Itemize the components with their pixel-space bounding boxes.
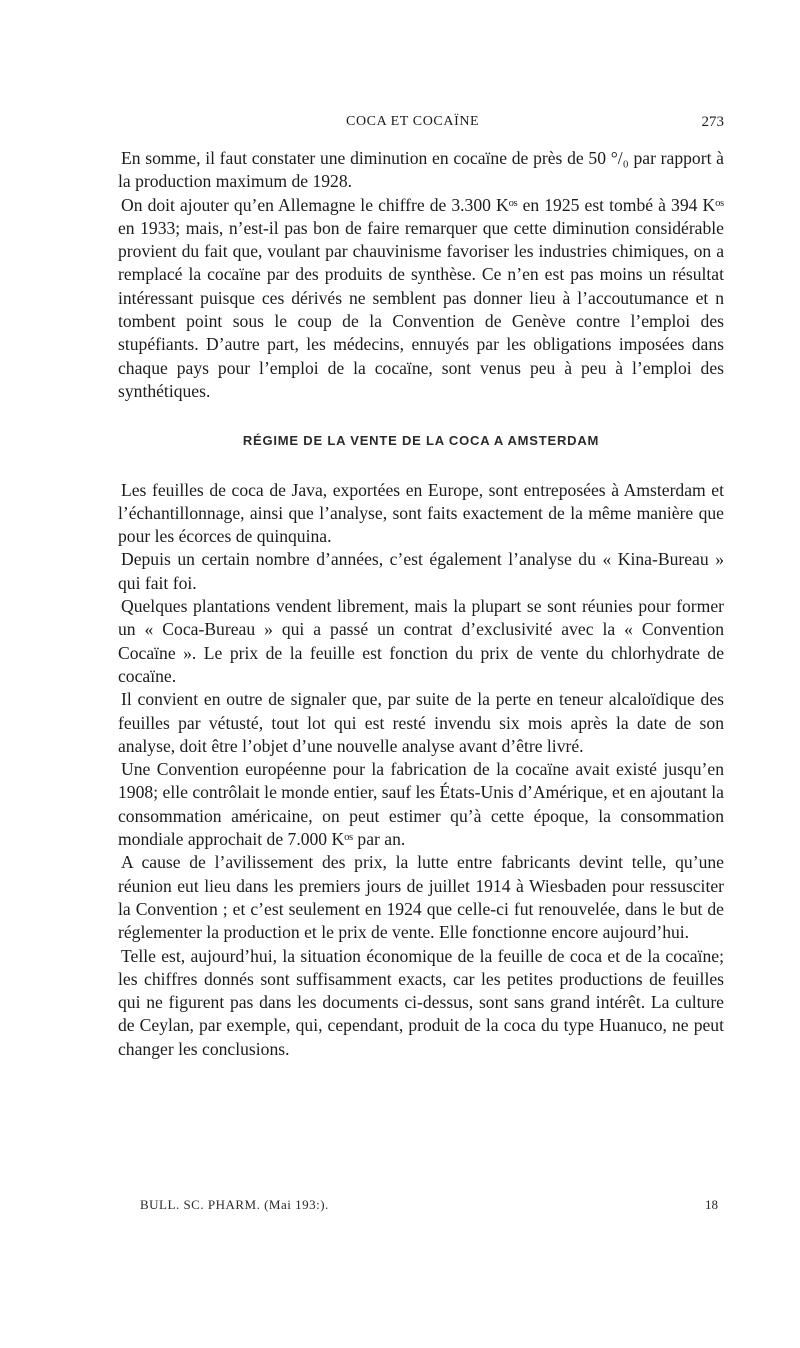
paragraph: Depuis un certain nombre d’années, c’est également l’analyse du « Kina-Bureau » qui fait foi. bbox=[118, 549, 724, 593]
sheet-number: 18 bbox=[705, 1197, 718, 1212]
running-title: COCA ET COCAÏNE bbox=[346, 114, 480, 129]
paragraph: On doit ajouter qu’en Allemagne le chiffre de 3.300 Kᵒˢ en 1925 est tombé à 394 Kᵒˢ en 1933; mais, n’est-il pas bon de faire remarquer que cette diminution considérable provient du fait que, voulant par chauvinisme favoriser les industries chimiques, on a remplacé la cocaïne par des produits de synthèse. Ce n’en est pas moins un résultat intéressant puisque ces dérivés ne semblent pas donner lieu à l’accoutumance et n tombent point sous le coup de la Convention de Genève contre l’emploi des stupéfiants. D’autre part, les médecins, ennuyés par les obligations imposées dans chaque pays pour l’emploi de la cocaïne, sont venus peu à peu à l’emploi des synthétiques. bbox=[118, 194, 724, 401]
paragraph: Telle est, aujourd’hui, la situation économique de la feuille de coca et de la cocaïne; les chiffres donnés sont suffisamment exacts, car les petites productions de feuilles qui ne figurent pas dans les documents ci-dessus, sont sans grand intérêt. La culture de Ceylan, par exemple, qui, cependant, produit de la coca du type Huanuco, ne peut changer les conclusions. bbox=[118, 945, 724, 1059]
section-heading: RÉGIME DE LA VENTE DE LA COCA A AMSTERDAM bbox=[242, 433, 600, 449]
page-number: 273 bbox=[701, 114, 724, 130]
paragraph: A cause de l’avilissement des prix, la lutte entre fabricants devint telle, qu’une réunion eut lieu dans les premiers jours de juillet 1914 à Wiesbaden pour ressusciter la Convention ; et c’est seulement en 1924 que celle-ci fut renouvelée, dans le but de réglementer la production et le prix de vente. Elle fonctionne encore aujourd’hui. bbox=[118, 852, 724, 943]
page-footer bbox=[140, 1197, 724, 1217]
paragraph: En somme, il faut constater une diminution en cocaïne de près de 50 °/₀ par rapport à la production maximum de 1928. bbox=[118, 148, 724, 192]
journal-reference: BULL. SC. PHARM. (Mai 193:). bbox=[140, 1197, 329, 1212]
paragraph: Les feuilles de coca de Java, exportées en Europe, sont entreposées à Amsterdam et l’échantillonnage, ainsi que l’analyse, sont faits exactement de la même manière que pour les écorces de quinquina. bbox=[118, 479, 724, 547]
paragraph: Une Convention européenne pour la fabrication de la cocaïne avait existé jusqu’en 1908; elle contrôlait le monde entier, sauf les États-Unis d’Amérique, et en ajoutant la consommation américaine, on peut estimer qu’à cette époque, la consommation mondiale approchait de 7.000 Kᵒˢ par an. bbox=[118, 759, 724, 850]
page-header bbox=[118, 114, 724, 138]
paragraph: Il convient en outre de signaler que, par suite de la perte en teneur alcaloïdique des feuilles par vétusté, tout lot qui est resté invendu six mois après la date de son analyse, doit être l’objet d’une nouvelle analyse avant d’être livré. bbox=[118, 689, 724, 756]
article-body bbox=[118, 147, 724, 1061]
paragraph: Quelques plantations vendent librement, mais la plupart se sont réunies pour former un « Coca-Bureau » qui a passé un contrat d’exclusivité avec la « Convention Cocaïne ». Le prix de la feuille est fonction du prix de vente du chlorhydrate de cocaïne. bbox=[118, 596, 724, 686]
